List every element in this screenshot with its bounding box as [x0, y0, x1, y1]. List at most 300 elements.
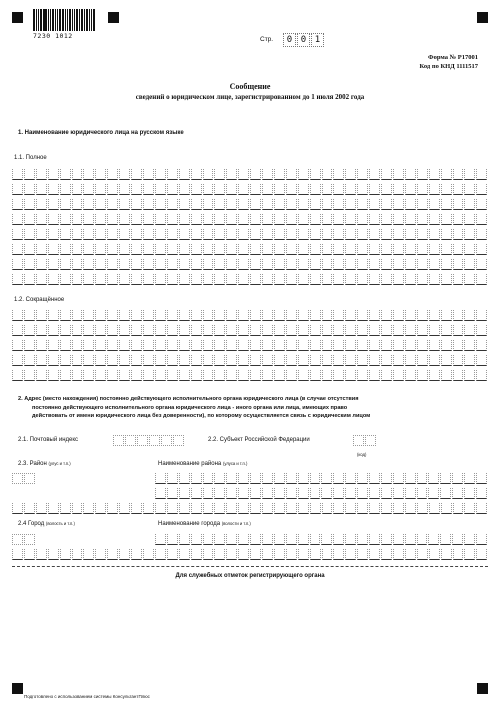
char-cell[interactable]	[83, 244, 94, 255]
char-cell[interactable]	[179, 274, 190, 285]
char-cell[interactable]	[36, 355, 47, 366]
char-cell[interactable]	[429, 310, 440, 321]
char-cell[interactable]	[429, 244, 440, 255]
char-cell[interactable]	[167, 370, 178, 381]
char-cell[interactable]	[107, 259, 118, 270]
char-cell[interactable]	[369, 488, 380, 499]
char-cell[interactable]	[36, 274, 47, 285]
char-cell[interactable]	[333, 488, 344, 499]
char-cell[interactable]	[286, 549, 297, 560]
char-cell[interactable]	[310, 325, 321, 336]
char-cell[interactable]	[155, 503, 166, 514]
char-cell[interactable]	[476, 199, 487, 210]
char-cell[interactable]	[357, 229, 368, 240]
char-cell[interactable]	[250, 473, 261, 484]
char-cell[interactable]	[453, 274, 464, 285]
char-cell[interactable]	[286, 310, 297, 321]
char-cell[interactable]	[298, 199, 309, 210]
char-cell[interactable]	[131, 503, 142, 514]
char-cell[interactable]	[274, 549, 285, 560]
char-cell[interactable]	[167, 503, 178, 514]
char-cell[interactable]	[429, 229, 440, 240]
char-cell[interactable]	[357, 199, 368, 210]
char-cell[interactable]	[429, 259, 440, 270]
char-cell[interactable]	[476, 259, 487, 270]
char-cell[interactable]	[36, 325, 47, 336]
char-cell[interactable]	[286, 503, 297, 514]
grid-row[interactable]	[12, 274, 488, 285]
char-cell[interactable]	[107, 340, 118, 351]
char-cell[interactable]	[60, 214, 71, 225]
char-cell[interactable]	[381, 229, 392, 240]
char-cell[interactable]	[464, 370, 475, 381]
char-cell[interactable]	[381, 534, 392, 545]
grid-row[interactable]	[155, 473, 488, 484]
char-cell[interactable]	[429, 274, 440, 285]
char-cell[interactable]	[167, 340, 178, 351]
char-cell[interactable]	[250, 169, 261, 180]
char-cell[interactable]	[60, 274, 71, 285]
char-cell[interactable]	[179, 325, 190, 336]
char-cell[interactable]	[95, 259, 106, 270]
char-cell[interactable]	[333, 473, 344, 484]
char-cell[interactable]	[60, 370, 71, 381]
char-cell[interactable]	[298, 259, 309, 270]
char-cell[interactable]	[476, 340, 487, 351]
char-cell[interactable]	[393, 310, 404, 321]
char-cell[interactable]	[250, 214, 261, 225]
char-cell[interactable]	[238, 169, 249, 180]
char-cell[interactable]	[310, 473, 321, 484]
char-cell[interactable]	[345, 199, 356, 210]
char-cell[interactable]	[107, 274, 118, 285]
char-cell[interactable]	[345, 184, 356, 195]
char-cell[interactable]	[179, 184, 190, 195]
char-cell[interactable]	[143, 184, 154, 195]
char-cell[interactable]	[405, 488, 416, 499]
char-cell[interactable]	[179, 473, 190, 484]
char-cell[interactable]	[417, 214, 428, 225]
char-cell[interactable]	[464, 488, 475, 499]
char-cell[interactable]	[441, 355, 452, 366]
char-cell[interactable]	[24, 244, 35, 255]
char-cell[interactable]	[48, 340, 59, 351]
char-cell[interactable]	[238, 310, 249, 321]
char-cell[interactable]	[143, 340, 154, 351]
char-cell[interactable]	[214, 274, 225, 285]
char-cell[interactable]	[60, 244, 71, 255]
char-cell[interactable]	[262, 229, 273, 240]
char-cell[interactable]	[12, 310, 23, 321]
char-cell[interactable]	[226, 274, 237, 285]
char-cell[interactable]	[36, 169, 47, 180]
char-cell[interactable]	[369, 549, 380, 560]
char-cell[interactable]	[250, 549, 261, 560]
char-cell[interactable]	[333, 244, 344, 255]
char-cell[interactable]	[298, 229, 309, 240]
char-cell[interactable]	[167, 184, 178, 195]
char-cell[interactable]	[357, 184, 368, 195]
grid-row[interactable]	[12, 184, 488, 195]
char-cell[interactable]	[226, 355, 237, 366]
char-cell[interactable]	[119, 310, 130, 321]
char-cell[interactable]	[429, 355, 440, 366]
char-cell[interactable]	[48, 325, 59, 336]
char-cell[interactable]	[226, 370, 237, 381]
char-cell[interactable]	[95, 184, 106, 195]
char-cell[interactable]	[321, 534, 332, 545]
char-cell[interactable]	[12, 199, 23, 210]
char-cell[interactable]	[345, 259, 356, 270]
char-cell[interactable]	[12, 274, 23, 285]
char-cell[interactable]	[322, 325, 333, 336]
char-cell[interactable]	[191, 534, 202, 545]
char-cell[interactable]	[357, 355, 368, 366]
char-cell[interactable]	[119, 184, 130, 195]
char-cell[interactable]	[345, 169, 356, 180]
char-cell[interactable]	[322, 229, 333, 240]
char-cell[interactable]	[48, 355, 59, 366]
char-cell[interactable]	[286, 488, 297, 499]
char-cell[interactable]	[345, 274, 356, 285]
char-cell[interactable]	[428, 488, 439, 499]
city-code-cells[interactable]	[12, 534, 36, 545]
char-cell[interactable]	[83, 310, 94, 321]
char-cell[interactable]	[405, 310, 416, 321]
char-cell[interactable]	[417, 199, 428, 210]
char-cell[interactable]	[24, 549, 35, 560]
char-cell[interactable]	[322, 214, 333, 225]
char-cell[interactable]	[262, 184, 273, 195]
char-cell[interactable]	[36, 340, 47, 351]
char-cell[interactable]	[464, 274, 475, 285]
char-cell[interactable]	[226, 549, 237, 560]
char-cell[interactable]	[107, 244, 118, 255]
char-cell[interactable]	[12, 355, 23, 366]
char-cell[interactable]	[333, 370, 344, 381]
char-cell[interactable]	[12, 169, 23, 180]
char-cell[interactable]	[203, 473, 214, 484]
char-cell[interactable]	[369, 214, 380, 225]
char-cell[interactable]	[393, 229, 404, 240]
char-cell[interactable]	[107, 549, 118, 560]
char-cell[interactable]	[191, 488, 202, 499]
char-cell[interactable]	[453, 184, 464, 195]
char-cell[interactable]	[464, 549, 475, 560]
char-cell[interactable]	[453, 259, 464, 270]
char-cell[interactable]	[333, 229, 344, 240]
char-cell[interactable]	[381, 370, 392, 381]
char-cell[interactable]	[72, 169, 83, 180]
char-cell[interactable]	[24, 534, 35, 545]
char-cell[interactable]	[322, 274, 333, 285]
char-cell[interactable]	[72, 244, 83, 255]
char-cell[interactable]	[214, 199, 225, 210]
char-cell[interactable]	[464, 534, 475, 545]
char-cell[interactable]	[173, 435, 184, 446]
char-cell[interactable]	[214, 310, 225, 321]
char-cell[interactable]	[83, 355, 94, 366]
char-cell[interactable]	[36, 214, 47, 225]
char-cell[interactable]	[453, 169, 464, 180]
char-cell[interactable]	[322, 355, 333, 366]
char-cell[interactable]	[167, 274, 178, 285]
char-cell[interactable]	[12, 325, 23, 336]
char-cell[interactable]	[83, 259, 94, 270]
char-cell[interactable]	[429, 169, 440, 180]
char-cell[interactable]	[310, 340, 321, 351]
char-cell[interactable]	[262, 370, 273, 381]
char-cell[interactable]	[381, 274, 392, 285]
char-cell[interactable]	[464, 169, 475, 180]
char-cell[interactable]	[48, 503, 59, 514]
char-cell[interactable]	[381, 214, 392, 225]
char-cell[interactable]	[143, 310, 154, 321]
char-cell[interactable]	[83, 549, 94, 560]
char-cell[interactable]	[476, 214, 487, 225]
char-cell[interactable]	[298, 340, 309, 351]
char-cell[interactable]	[24, 259, 35, 270]
char-cell[interactable]	[310, 549, 321, 560]
char-cell[interactable]	[250, 184, 261, 195]
char-cell[interactable]	[476, 274, 487, 285]
char-cell[interactable]	[310, 488, 321, 499]
char-cell[interactable]	[262, 244, 273, 255]
char-cell[interactable]	[345, 310, 356, 321]
char-cell[interactable]	[476, 549, 487, 560]
char-cell[interactable]	[24, 340, 35, 351]
char-cell[interactable]	[274, 488, 285, 499]
char-cell[interactable]	[179, 340, 190, 351]
char-cell[interactable]	[417, 534, 428, 545]
char-cell[interactable]	[72, 259, 83, 270]
char-cell[interactable]	[155, 325, 166, 336]
char-cell[interactable]	[167, 473, 178, 484]
char-cell[interactable]	[60, 310, 71, 321]
district-name-grid[interactable]	[155, 473, 488, 503]
char-cell[interactable]	[119, 325, 130, 336]
char-cell[interactable]	[286, 340, 297, 351]
char-cell[interactable]	[72, 340, 83, 351]
char-cell[interactable]	[405, 340, 416, 351]
char-cell[interactable]	[286, 473, 297, 484]
char-cell[interactable]	[155, 310, 166, 321]
char-cell[interactable]	[107, 229, 118, 240]
grid-row[interactable]	[12, 310, 488, 321]
char-cell[interactable]	[72, 199, 83, 210]
char-cell[interactable]	[95, 325, 106, 336]
char-cell[interactable]	[357, 274, 368, 285]
char-cell[interactable]	[238, 503, 249, 514]
grid-row[interactable]	[12, 325, 488, 336]
char-cell[interactable]	[250, 355, 261, 366]
char-cell[interactable]	[310, 534, 321, 545]
char-cell[interactable]	[107, 503, 118, 514]
char-cell[interactable]	[393, 340, 404, 351]
char-cell[interactable]	[24, 214, 35, 225]
char-cell[interactable]	[131, 355, 142, 366]
char-cell[interactable]	[214, 473, 225, 484]
char-cell[interactable]	[72, 549, 83, 560]
char-cell[interactable]	[298, 325, 309, 336]
grid-row[interactable]	[12, 549, 488, 560]
char-cell[interactable]	[191, 325, 202, 336]
char-cell[interactable]	[298, 244, 309, 255]
char-cell[interactable]	[405, 325, 416, 336]
char-cell[interactable]	[131, 229, 142, 240]
char-cell[interactable]	[167, 214, 178, 225]
char-cell[interactable]	[203, 355, 214, 366]
char-cell[interactable]	[345, 473, 356, 484]
char-cell[interactable]	[381, 549, 392, 560]
char-cell[interactable]	[405, 244, 416, 255]
char-cell[interactable]	[333, 355, 344, 366]
char-cell[interactable]	[36, 310, 47, 321]
char-cell[interactable]	[107, 325, 118, 336]
char-cell[interactable]	[365, 435, 376, 446]
char-cell[interactable]	[214, 503, 225, 514]
char-cell[interactable]	[131, 274, 142, 285]
char-cell[interactable]	[440, 488, 451, 499]
char-cell[interactable]	[429, 325, 440, 336]
char-cell[interactable]	[262, 325, 273, 336]
char-cell[interactable]	[60, 184, 71, 195]
char-cell[interactable]	[381, 184, 392, 195]
char-cell[interactable]	[83, 325, 94, 336]
char-cell[interactable]	[417, 229, 428, 240]
char-cell[interactable]	[393, 169, 404, 180]
char-cell[interactable]	[429, 184, 440, 195]
char-cell[interactable]	[203, 503, 214, 514]
char-cell[interactable]	[453, 503, 464, 514]
char-cell[interactable]	[286, 169, 297, 180]
char-cell[interactable]	[381, 310, 392, 321]
char-cell[interactable]	[179, 214, 190, 225]
grid-row[interactable]	[155, 534, 488, 545]
char-cell[interactable]	[441, 244, 452, 255]
char-cell[interactable]	[393, 214, 404, 225]
char-cell[interactable]	[310, 244, 321, 255]
char-cell[interactable]	[12, 503, 23, 514]
char-cell[interactable]	[48, 214, 59, 225]
char-cell[interactable]	[357, 534, 368, 545]
char-cell[interactable]	[274, 184, 285, 195]
char-cell[interactable]	[417, 274, 428, 285]
char-cell[interactable]	[464, 244, 475, 255]
char-cell[interactable]	[286, 259, 297, 270]
char-cell[interactable]	[238, 488, 249, 499]
char-cell[interactable]	[250, 488, 261, 499]
char-cell[interactable]	[452, 473, 463, 484]
char-cell[interactable]	[286, 244, 297, 255]
char-cell[interactable]	[250, 325, 261, 336]
char-cell[interactable]	[113, 435, 124, 446]
char-cell[interactable]	[214, 214, 225, 225]
char-cell[interactable]	[405, 534, 416, 545]
char-cell[interactable]	[440, 534, 451, 545]
char-cell[interactable]	[441, 325, 452, 336]
grid-row[interactable]	[12, 244, 488, 255]
char-cell[interactable]	[107, 184, 118, 195]
char-cell[interactable]	[369, 325, 380, 336]
char-cell[interactable]	[131, 184, 142, 195]
char-cell[interactable]	[143, 370, 154, 381]
char-cell[interactable]	[155, 199, 166, 210]
char-cell[interactable]	[333, 274, 344, 285]
char-cell[interactable]	[333, 340, 344, 351]
char-cell[interactable]	[322, 199, 333, 210]
char-cell[interactable]	[476, 473, 487, 484]
char-cell[interactable]	[203, 549, 214, 560]
grid-row[interactable]	[12, 259, 488, 270]
char-cell[interactable]	[24, 229, 35, 240]
char-cell[interactable]	[131, 259, 142, 270]
char-cell[interactable]	[214, 259, 225, 270]
char-cell[interactable]	[143, 244, 154, 255]
char-cell[interactable]	[72, 370, 83, 381]
char-cell[interactable]	[95, 355, 106, 366]
char-cell[interactable]	[203, 370, 214, 381]
char-cell[interactable]	[369, 503, 380, 514]
char-cell[interactable]	[274, 310, 285, 321]
char-cell[interactable]	[310, 355, 321, 366]
char-cell[interactable]	[428, 473, 439, 484]
char-cell[interactable]	[333, 310, 344, 321]
char-cell[interactable]	[226, 325, 237, 336]
char-cell[interactable]	[464, 503, 475, 514]
char-cell[interactable]	[167, 244, 178, 255]
char-cell[interactable]	[60, 259, 71, 270]
char-cell[interactable]	[405, 259, 416, 270]
char-cell[interactable]	[24, 355, 35, 366]
char-cell[interactable]	[310, 199, 321, 210]
char-cell[interactable]	[214, 370, 225, 381]
char-cell[interactable]	[345, 534, 356, 545]
char-cell[interactable]	[143, 549, 154, 560]
char-cell[interactable]	[250, 310, 261, 321]
city-extra-grid[interactable]	[12, 549, 488, 564]
char-cell[interactable]	[203, 229, 214, 240]
char-cell[interactable]	[405, 274, 416, 285]
char-cell[interactable]	[191, 310, 202, 321]
grid-row[interactable]	[155, 488, 488, 499]
char-cell[interactable]	[310, 229, 321, 240]
char-cell[interactable]	[83, 503, 94, 514]
char-cell[interactable]	[357, 325, 368, 336]
char-cell[interactable]	[274, 169, 285, 180]
char-cell[interactable]	[214, 534, 225, 545]
char-cell[interactable]	[119, 549, 130, 560]
char-cell[interactable]	[286, 355, 297, 366]
char-cell[interactable]	[476, 488, 487, 499]
char-cell[interactable]	[214, 325, 225, 336]
char-cell[interactable]	[95, 310, 106, 321]
char-cell[interactable]	[441, 229, 452, 240]
char-cell[interactable]	[417, 184, 428, 195]
char-cell[interactable]	[298, 549, 309, 560]
grid-row[interactable]	[12, 340, 488, 351]
char-cell[interactable]	[60, 229, 71, 240]
char-cell[interactable]	[48, 229, 59, 240]
char-cell[interactable]	[417, 325, 428, 336]
char-cell[interactable]	[333, 534, 344, 545]
char-cell[interactable]	[137, 435, 148, 446]
char-cell[interactable]	[191, 473, 202, 484]
char-cell[interactable]	[321, 488, 332, 499]
char-cell[interactable]	[286, 199, 297, 210]
char-cell[interactable]	[238, 244, 249, 255]
char-cell[interactable]	[155, 370, 166, 381]
